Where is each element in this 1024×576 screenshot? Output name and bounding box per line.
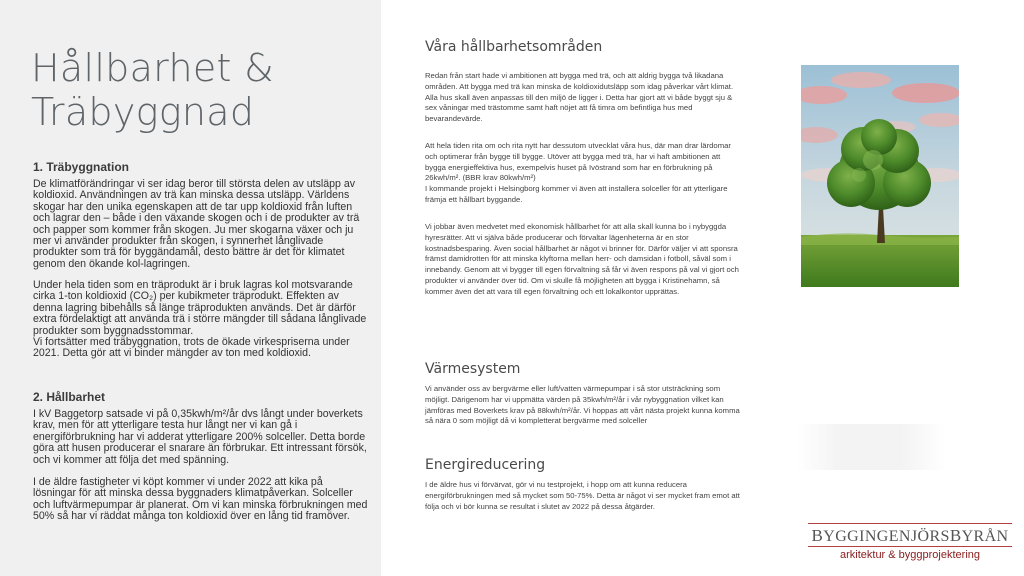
varmesystem-paragraph: Vi använder oss av bergvärme eller luft/vatten värmepumpar i så stor utsträckning som möjligt. Därigenom har vi uppmätta värden på 35kwh/m²/år i vår nybyggnation vilket kan jämföras med Boverkets krav på 88kwh/m²/år. Vi hoppas att vårt nästa projekt kunna komma så nära 0 som möjligt då vi kompletterat bergvärme med solceller bbox=[425, 384, 740, 426]
page-title: Hållbarhet & Träbyggnad bbox=[31, 46, 275, 134]
logo-company-name: BYGGINGENJÖRSBYRÅN bbox=[811, 526, 1009, 545]
heading-varmesystem: Värmesystem bbox=[425, 361, 521, 377]
section-heading-trabyggnation: 1. Träbyggnation bbox=[33, 160, 130, 174]
tree-image bbox=[801, 65, 959, 287]
tree-illustration bbox=[801, 65, 959, 287]
heading-hallbarhetsomraden: Våra hållbarhetsområden bbox=[425, 39, 603, 55]
areas-paragraph-3: Vi jobbar även medvetet med ekonomisk hållbarhet för att alla skall kunna bo i nybyggda hyresrätter. Att vi själva både producerar och förvaltar lägenheterna är en stor kostnadsbesparing. Även social hållbarhet är något vi brinner för. Därför väljer vi att sponsra främst damidrotten för att minska klyftorna mellan herr- och damsidan i fotboll, såväl som i innebandy. Genom att vi bygger till egen förvaltning så får vi även respons på val vi gjort och produkter vi använder över tid. Om vi skulle få möjligheten att bygga i Kristinehamn, så kommer även det att vara till egen förvaltning och ett lokalkontor upprättas. bbox=[425, 222, 739, 296]
company-logo bbox=[808, 523, 1012, 563]
heading-energireducering: Energireducering bbox=[425, 457, 546, 473]
hallbarhet-paragraph-2: I de äldre fastigheter vi köpt kommer vi under 2022 att kika på lösningar för att minska dessa byggnaders klimatpåverkan. Solceller och luftvärmepumpar är planerat. Om vi kan minska förbrukningen med 50% så har vi räddat många ton koldioxid över en lång tid framöver. bbox=[33, 476, 368, 523]
areas-paragraph-2: Att hela tiden rita om och rita nytt har dessutom utvecklat våra hus, där man drar lärdomar och optimerar från bygge till bygge. Utöver att bygga med trä, har vi haft ambitionen att bygga energieffektiva hus, exempelvis huset på Ivöstrand som har en förbrukning på 26kwh/m². (BBR krav 80kwh/m²) I kommande projekt i Helsingborg kommer vi även att installera solceller för att ytterligare främja ett hållbart byggande. bbox=[425, 141, 731, 204]
energireducering-paragraph: I de äldre hus vi förvärvat, gör vi nu testprojekt, i hopp om att kunna reducera energiförbrukningen med så mycket som 50-75%. Detta är något vi ser mycket fram emot att följa och vi bör kunna se resultat i slutet av 2022 på dessa åtgärder. bbox=[425, 480, 740, 511]
logo-top-rule bbox=[808, 523, 1012, 524]
trabyggnation-paragraph-1: De klimatförändringar vi ser idag beror till största delen av utsläpp av koldioxid. Användningen av trä kan minska dessa utsläpp. Världens skogar har den unika egenskapen att de tar upp koldioxid från luften och lagrar den – både i den växande skogen och i de produkter av trä och papper som kommer från skogen. Ju mer skogarna växer och ju mer vi använder produkter från skogen, i synnerhet långlivade produkter som trä för byggändamål, desto bättre är det för klimatet genom den ökande kol-lagringen. bbox=[33, 178, 360, 270]
trabyggnation-paragraph-2: Under hela tiden som en träprodukt är i bruk lagras kol motsvarande cirka 1-ton koldioxid (CO₂) per kubikmeter träprodukt. Effekten av denna lagring bibehålls så länge träprodukten används. Det är därför extra fördelaktigt att använda trä i större mängder till sådana långlivade produkter som byggnadsstommar. Vi fortsätter med träbyggnation, trots de ökade virkespriserna under 2021. Detta gör att vi binder mängder av ton med koldioxid. bbox=[33, 279, 367, 360]
faint-image-placeholder bbox=[796, 424, 946, 470]
section-heading-hallbarhet: 2. Hållbarhet bbox=[33, 390, 106, 404]
logo-divider bbox=[808, 546, 1012, 547]
areas-paragraph-1: Redan från start hade vi ambitionen att bygga med trä, och att aldrig bygga två likadana områden. Att bygga med trä kan minska de koldioxidutsläpp som idag påverkar vårt klimat. Alla hus skall även anpassas till den miljö de ligger i. Detta har gjort att vi både byggt sju & sex våningar med trästomme samt haft nöjet att få timra om befintliga hus med bevarandevärde. bbox=[425, 71, 734, 124]
hallbarhet-paragraph-1: I kV Baggetorp satsade vi på 0,35kwh/m²/år dvs långt under boverkets krav, men för att ytterligare testa hur långt ner vi kan gå i energiförbrukning har vi adderat ytterligare 200% solceller. Detta borde göra att husen producerar el snarare än förbrukar. Ett intressant försök, och vi kommer att följa det med spänning. bbox=[33, 408, 367, 466]
logo-tagline: arkitektur & byggprojektering bbox=[839, 549, 980, 561]
